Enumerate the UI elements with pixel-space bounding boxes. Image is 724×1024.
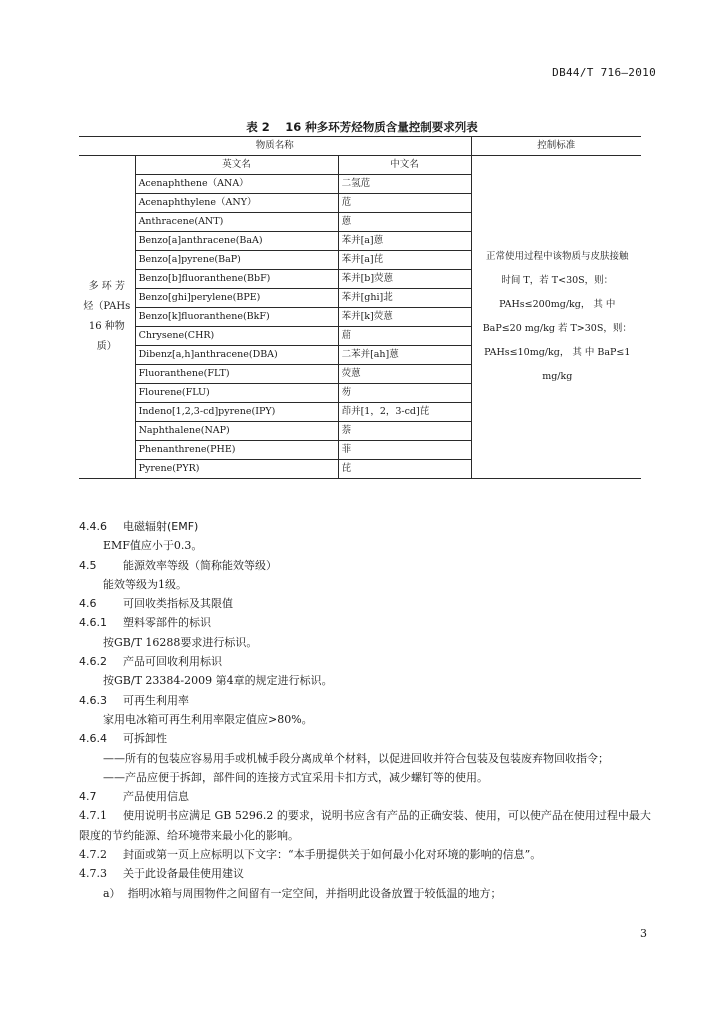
substance-english-name: Pyrene(PYR) (135, 460, 338, 479)
section-4-7-2-text: 4.7.2 封面或第一页上应标明以下文字：“本手册提供关于如何最小化对环境的影响的信息”。 (79, 848, 542, 862)
substance-english-name: Dibenz[a,h]anthracene(DBA) (135, 346, 338, 365)
substance-chinese-name: 苯并[k]荧蒽 (338, 308, 471, 327)
section-4-6-2-heading: 4.6.2 产品可回收利用标识 (79, 655, 222, 669)
substance-chinese-name: 荧蒽 (338, 365, 471, 384)
substance-chinese-name: 苯并[a]芘 (338, 251, 471, 270)
substance-chinese-name: 芴 (338, 384, 471, 403)
substance-english-name: Flourene(FLU) (135, 384, 338, 403)
section-4-6-1-text: 按GB/T 16288要求进行标识。 (103, 635, 258, 649)
section-4-5-text: 能效等级为1级。 (103, 577, 187, 591)
substance-english-name: Naphthalene(NAP) (135, 422, 338, 441)
control-standard-cell: 正常使用过程中该物质与皮肤接触时间 T，若 T<30S，则：PAHs≤200mg/kg， 其 中 BaP≤20 mg/kg 若 T>30S，则：PAHs≤10mg/kg， 其 中 BaP≤1 mg/kg (471, 156, 641, 479)
section-4-6-3-text: 家用电冰箱可再生利用率限定值应>80%。 (103, 712, 313, 726)
substance-english-name: Phenanthrene(PHE) (135, 441, 338, 460)
substance-english-name: Benzo[a]pyrene(BaP) (135, 251, 338, 270)
substance-chinese-name: 蒽 (338, 213, 471, 232)
header-english-name: 英文名 (135, 156, 338, 175)
page-number: 3 (640, 927, 647, 940)
substance-english-name: Acenaphthene（ANA） (135, 175, 338, 194)
substance-chinese-name: 二苯并[ah]蒽 (338, 346, 471, 365)
section-4-4-6-text: EMF值应小于0.3。 (103, 539, 203, 553)
section-4-6-3-heading: 4.6.3 可再生利用率 (79, 693, 189, 707)
header-chinese-name: 中文名 (338, 156, 471, 175)
section-4-7-3-item-a: a） 指明冰箱与周围物件之间留有一定空间，并指明此设备放置于较低温的地方； (103, 886, 502, 900)
substance-english-name: Indeno[1,2,3-cd]pyrene(IPY) (135, 403, 338, 422)
section-4-6-4-heading: 4.6.4 可拆卸性 (79, 732, 167, 746)
section-4-5-heading: 4.5 能源效率等级（简称能效等级） (79, 558, 277, 572)
substance-chinese-name: 苯并[b]荧蒽 (338, 270, 471, 289)
substance-english-name: Acenaphthylene（ANY） (135, 194, 338, 213)
substance-chinese-name: 茚并[1，2，3-cd]芘 (338, 403, 471, 422)
substance-english-name: Benzo[b]fluoranthene(BbF) (135, 270, 338, 289)
section-4-7-1-text: 4.7.1 使用说明书应满足 GB 5296.2 的要求，说明书应含有产品的正确安装、使用，可以使产品在使用过程中最大限度的节约能源、给环境带来最小化的影响。 (79, 809, 651, 842)
document-code: DB44/T 716—2010 (552, 66, 656, 79)
section-4-7-3-heading: 4.7.3 关于此设备最佳使用建议 (79, 867, 244, 881)
section-4-6-1-heading: 4.6.1 塑料零部件的标识 (79, 616, 211, 630)
header-control-standard: 控制标准 (471, 137, 641, 156)
body-text (79, 517, 661, 903)
header-substance-name: 物质名称 (79, 137, 471, 156)
substance-english-name: Anthracene(ANT) (135, 213, 338, 232)
substance-chinese-name: 萘 (338, 422, 471, 441)
substance-english-name: Fluoranthene(FLT) (135, 365, 338, 384)
section-4-6-heading: 4.6 可回收类指标及其限值 (79, 597, 233, 611)
section-4-6-4-item-2: ——产品应便于拆卸，部件间的连接方式宜采用卡扣方式，减少螺钉等的使用。 (103, 770, 488, 784)
substance-chinese-name: 䓛 (338, 327, 471, 346)
substance-chinese-name: 苯并[a]蒽 (338, 232, 471, 251)
substance-english-name: Chrysene(CHR) (135, 327, 338, 346)
substance-chinese-name: 苊 (338, 194, 471, 213)
substance-chinese-name: 二氢苊 (338, 175, 471, 194)
section-4-6-2-text: 按GB/T 23384-2009 第4章的规定进行标识。 (103, 674, 333, 688)
substance-english-name: Benzo[k]fluoranthene(BkF) (135, 308, 338, 327)
substance-english-name: Benzo[ghi]perylene(BPE) (135, 289, 338, 308)
section-4-6-4-item-1: ——所有的包装应容易用手或机械手段分离成单个材料，以促进回收并符合包装及包装废弃物回收指令； (103, 751, 609, 765)
substance-chinese-name: 苯并[ghi]苝 (338, 289, 471, 308)
pah-control-table (79, 136, 641, 479)
table-header-row (79, 137, 641, 156)
table-caption: 表 2 16 种多环芳烃物质含量控制要求列表 (246, 120, 478, 134)
section-4-4-6-heading: 4.4.6 电磁辐射(EMF) (79, 520, 199, 533)
substance-english-name: Benzo[a]anthracene(BaA) (135, 232, 338, 251)
table-subheader-row (79, 156, 641, 175)
group-label-cell: 多 环 芳 烃（PAHs 16 种物质） (79, 156, 135, 479)
section-4-7-heading: 4.7 产品使用信息 (79, 790, 189, 804)
substance-chinese-name: 菲 (338, 441, 471, 460)
substance-chinese-name: 芘 (338, 460, 471, 479)
